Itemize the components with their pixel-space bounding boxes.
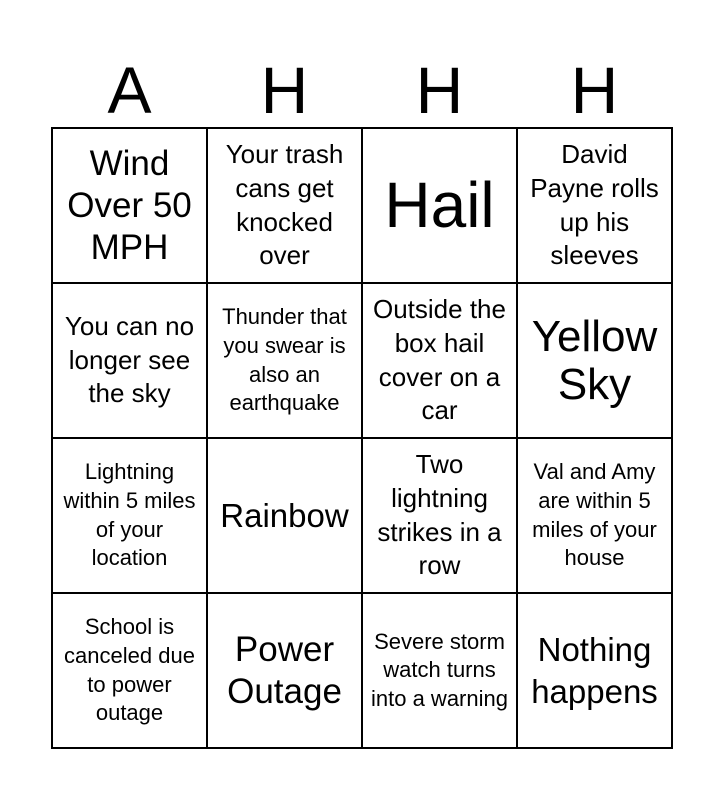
bingo-board — [51, 127, 673, 749]
bingo-cell-r1c2[interactable] — [208, 129, 363, 284]
bingo-cell-text: Thunder that you swear is also an earthquake — [222, 304, 347, 416]
bingo-cell-r3c2[interactable] — [208, 439, 363, 594]
bingo-cell-text: Hail — [384, 168, 495, 241]
bingo-cell-r1c1[interactable] — [53, 129, 208, 284]
bingo-cell-text: Outside the box hail cover on a car — [373, 293, 506, 426]
bingo-cell-text: Wind Over 50 MPH — [67, 143, 192, 267]
bingo-cell-text: Nothing happens — [531, 631, 658, 710]
bingo-header — [52, 52, 672, 128]
bingo-cell-text: David Payne rolls up his sleeves — [530, 138, 659, 271]
header-letter-1: A — [107, 53, 152, 127]
bingo-cell-r3c3[interactable] — [363, 439, 518, 594]
bingo-cell-r1c3[interactable] — [363, 129, 518, 284]
bingo-cell-text: Rainbow — [220, 496, 349, 534]
bingo-cell-text: Two lightning strikes in a row — [377, 448, 502, 581]
bingo-cell-text: Severe storm watch turns into a warning — [371, 628, 508, 711]
bingo-cell-r3c4[interactable] — [518, 439, 673, 594]
bingo-cell-r2c1[interactable] — [53, 284, 208, 439]
bingo-cell-r4c2[interactable] — [208, 594, 363, 749]
bingo-cell-r4c1[interactable] — [53, 594, 208, 749]
bingo-cell-r3c1[interactable] — [53, 439, 208, 594]
bingo-cell-text: You can no longer see the sky — [64, 310, 195, 409]
bingo-cell-text: Yellow Sky — [531, 311, 658, 409]
bingo-cell-text: School is canceled due to power outage — [64, 614, 195, 726]
bingo-cell-text: Power Outage — [227, 629, 342, 711]
bingo-cell-r1c4[interactable] — [518, 129, 673, 284]
bingo-cell-text: Val and Amy are within 5 miles of your house — [532, 459, 657, 571]
bingo-cell-r4c4[interactable] — [518, 594, 673, 749]
header-letter-3: H — [415, 53, 464, 127]
bingo-cell-r4c3[interactable] — [363, 594, 518, 749]
header-letter-4: H — [570, 53, 619, 127]
bingo-cell-r2c4[interactable] — [518, 284, 673, 439]
bingo-cell-r2c3[interactable] — [363, 284, 518, 439]
bingo-cell-r2c2[interactable] — [208, 284, 363, 439]
bingo-cell-text: Your trash cans get knocked over — [225, 138, 344, 271]
header-letter-2: H — [260, 53, 309, 127]
bingo-cell-text: Lightning within 5 miles of your location — [63, 459, 196, 571]
